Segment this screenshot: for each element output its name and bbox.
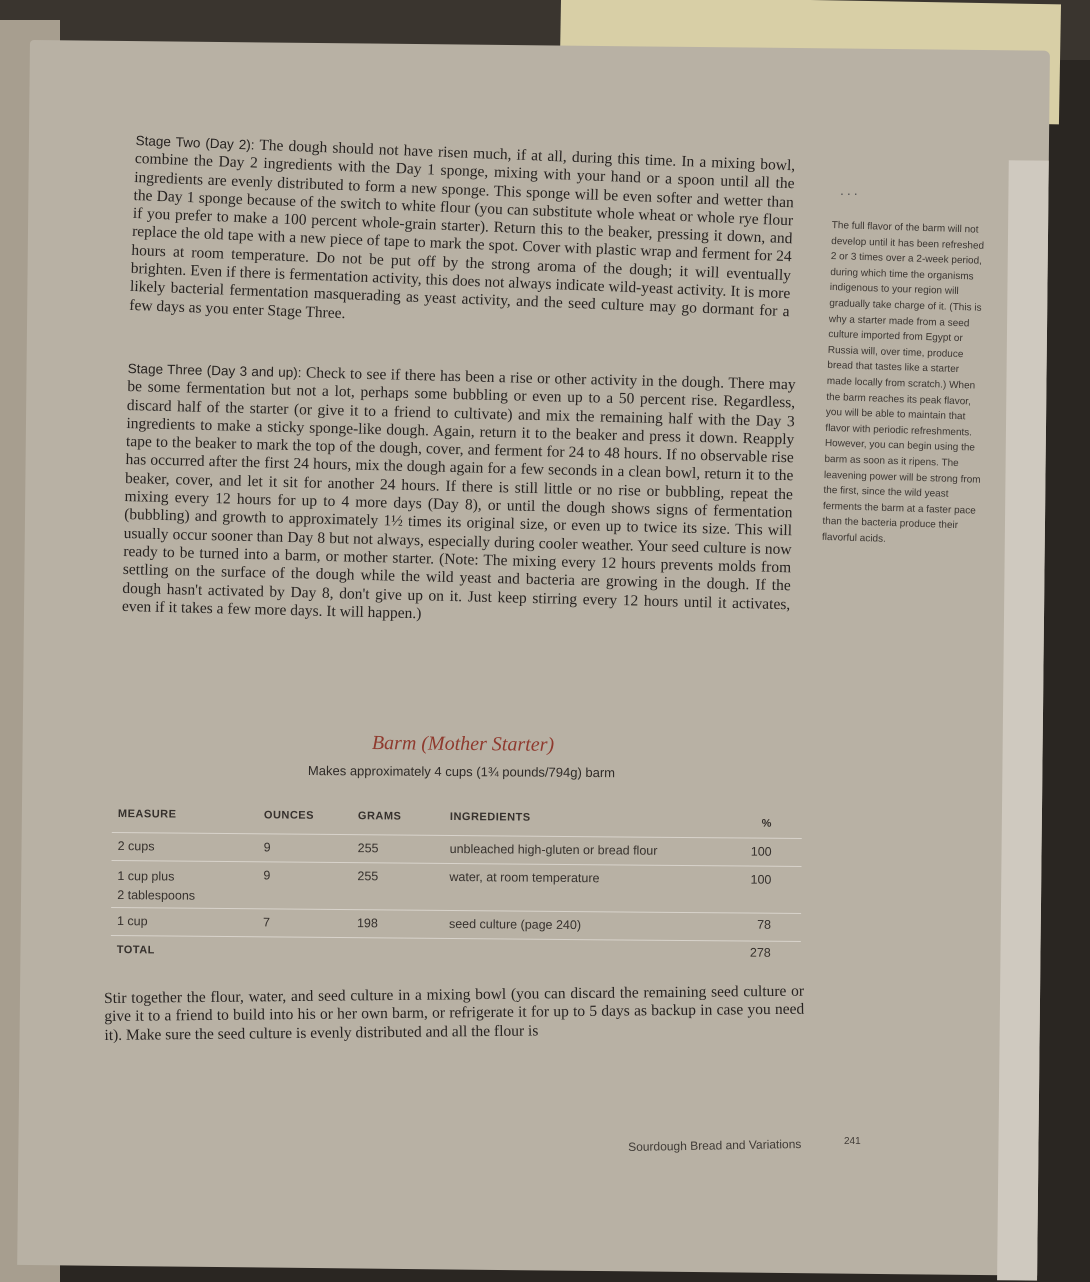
cell-measure: 1 cup plus 2 tablespoons (117, 869, 196, 903)
cell-grams: 255 (357, 869, 379, 884)
cell-measure: 2 cups (117, 839, 155, 854)
cell-ounces: 7 (262, 915, 271, 930)
cell-measure: 1 cup (116, 914, 148, 929)
cell-percent: 100 (750, 844, 772, 859)
header-ounces: OUNCES (263, 809, 315, 822)
recipe-yield: Makes approximately 4 cups (1¾ pounds/794g) barm (307, 763, 616, 781)
stage-three-text: Check to see if there has been a rise or other activity in the dough. There may be some fermentation but not a lot, perhaps some bubbling or even up to a 50 percent rise. Regardless, discard half of the starter (or give it to a friend to cultivate) and mix the remaining half with the Day 3 ingredients to make a sticky sponge-like dough. Again, return it to the beaker and press it down. Reapply tape to the beaker to mark the top of the dough, cover, and ferment for 24 to 48 hours. If no observable rise has occurred after the first 24 hours, mix the dough again for a few seconds in a clean bowl, return it to the beaker, cover, and let it sit for another 24 hours. If there is still little or no rise or bubbling, repeat the mixing every 12 hours for up to 4 more days (Day 8), or until the dough shows signs of fermentation (bubbling) and growth to approximately 1½ times its original size, or even up to twice its size. This will usually occur sooner than Day 8 but not always, especially during cooler weather. Your seed culture is now ready to be turned into a barm, or mother starter. (Note: The mixing every 12 hours prevents molds from settling on the surface of the dough while the wild yeast and bacteria are growing in the dough. If the dough hasn't activated by Day 8, don't give up on it. Just keep stirring every 12 hours until it activates, even if it takes a few more days. It will happen.) (121, 364, 796, 623)
header-grams: GRAMS (357, 810, 402, 823)
stage-three-paragraph (122, 360, 796, 632)
cell-grams: 198 (356, 916, 378, 931)
stage-three-lead: Stage Three (Day 3 and up): (127, 360, 302, 381)
header-ingredients: INGREDIENTS (449, 810, 531, 824)
page-number: 241 (844, 1136, 861, 1147)
cell-grams: 255 (357, 841, 379, 856)
stage-two-text: The dough should not have risen much, if at all, during this time. In a mixing bowl, combine the Day 2 ingredients with the Day 1 sponge, mixing with your hand or a spoon until all the ingredients are evenly distributed to form a new sponge. This sponge will be even softer and wetter than the Day 1 sponge because of the switch to white flour (you can substitute whole wheat or whole rye flour if you prefer to make a 100 percent whole-grain starter). Return this to the beaker, pressing it down, and replace the old tape with a new piece of tape to mark the spot. Cover with plastic wrap and ferment for 24 hours at room temperature. Do not be put off by the strong aroma of the dough; it will eventually brighten. Even if there is fermentation activity, this does not always indicate wild-yeast activity. It is more likely bacterial fermentation masquerading as yeast activity, and the seed culture may go dormant for a few days as you enter Stage Three. (129, 136, 796, 322)
cell-ingredient: unbleached high-gluten or bread flour (449, 841, 658, 858)
header-percent: % (761, 817, 772, 830)
cell-percent: 78 (757, 917, 772, 932)
table-row (111, 861, 801, 914)
header-measure: MEASURE (117, 808, 177, 821)
cell-ingredient: water, at room temperature (449, 869, 600, 886)
cell-ingredient: seed culture (page 240) (448, 916, 582, 933)
running-footer: Sourdough Bread and Variations (628, 1136, 802, 1154)
sidebar-ornament: ... (840, 182, 861, 198)
stage-two-paragraph (129, 132, 796, 340)
recipe-title: Barm (Mother Starter) (371, 732, 555, 756)
instructions-paragraph: Stir together the flour, water, and seed culture in a mixing bowl (you can discard the remaining seed culture or give it to a friend to build into his or her own barm, or refrigerate it for up to 5 days as backup in case you need it). Make sure the seed culture is evenly distributed and all the flour is (104, 982, 805, 1044)
table-total-row (111, 936, 801, 968)
cell-ounces: 9 (263, 840, 271, 855)
ingredients-table (111, 808, 802, 968)
total-percent: 278 (749, 945, 771, 960)
cell-ounces: 9 (263, 868, 271, 883)
sidebar-note: The full flavor of the barm will not develop until it has been refreshed 2 or 3 times over a 2-week period, during which time the organisms indigenous to your region will gradually take charge of it. (This is why a starter made from a seed culture imported from Egypt or Russia will, over time, produce bread that tastes like a starter made locally from scratch.) When the barm reaches its peak flavor, you will be able to maintain that flavor with periodic refreshments. However, you can begin using the barm as soon as it ripens. The leavening power will be strong from the first, since the wild yeast ferments the barm at a faster pace than the bacteria produce their flavorful acids. (821, 219, 985, 545)
total-label: TOTAL (116, 944, 155, 957)
stage-two-lead: Stage Two (Day 2): (135, 132, 255, 153)
cell-percent: 100 (750, 872, 772, 887)
